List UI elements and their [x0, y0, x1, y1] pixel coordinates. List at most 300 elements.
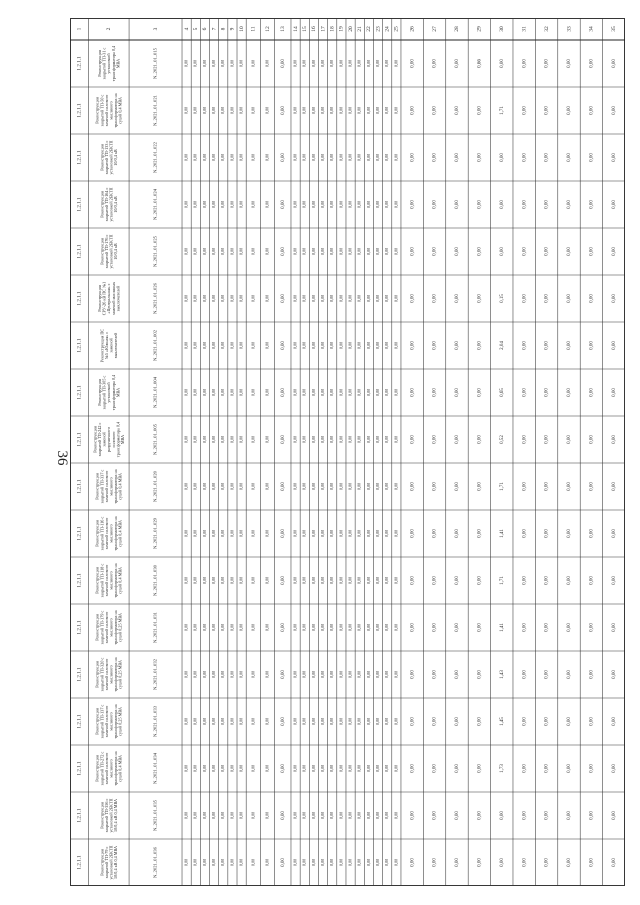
cell-value: 0,00 [192, 576, 198, 585]
cell-value: 0,00 [310, 623, 316, 632]
row-identifier: N_2021_01_031 [152, 612, 158, 643]
cell-value: 0,00 [320, 529, 326, 538]
cell-value: 0,00 [338, 858, 344, 867]
cell-value: 0,00 [522, 858, 528, 867]
cell-value: 0,00 [432, 623, 438, 632]
row-name: Реконструкциязакрытой ТП-176 сустановкой 2БКТП10/0,4 кВ [99, 234, 119, 269]
cell-value: 0,00 [432, 294, 438, 303]
cell-value: 0,00 [238, 247, 244, 256]
cell-value: 0,00 [611, 576, 617, 585]
cell-value: 0,00 [229, 811, 235, 820]
cell-value: 0,00 [393, 482, 399, 491]
cell-value: 0,00 [410, 764, 416, 773]
cell-value: 0,00 [183, 153, 189, 162]
row-identifier: N_2021_01_030 [152, 565, 158, 596]
cell-value: 0,00 [589, 529, 595, 538]
cell-value: 0,00 [365, 247, 371, 256]
cell-value: 0,00 [201, 59, 207, 68]
cell-value: 0,00 [375, 811, 381, 820]
cell-value: 0,00 [338, 576, 344, 585]
cell-value: 0,00 [347, 59, 353, 68]
row-name: РеконструкцияСРУ-26 кВ ПС №1«Центральная» сзаменой масляныхвыключателей [96, 281, 121, 316]
row-code: 1.2.1.1 [76, 526, 83, 541]
cell-value: 0,00 [410, 153, 416, 162]
cell-value: 0,00 [522, 59, 528, 68]
cell-value: 0,00 [220, 388, 226, 397]
cell-value: 0,00 [301, 764, 307, 773]
cell-value: 0,00 [544, 670, 550, 679]
row-name-wrap [99, 845, 119, 879]
column-number: 35 [611, 26, 618, 32]
cell-value: 0,00 [292, 576, 298, 585]
cell-value: 0,00 [201, 717, 207, 726]
cell-value: 0,00 [477, 341, 483, 350]
cell-value: 0,00 [301, 341, 307, 350]
cell-value: 0,00 [183, 106, 189, 115]
cell-value: 0,00 [201, 153, 207, 162]
cell-value: 0,00 [567, 341, 573, 350]
column-number: 13 [280, 26, 287, 32]
cell-value: 0,00 [264, 764, 270, 773]
cell-value: 0,00 [338, 388, 344, 397]
cell-value: 0,00 [201, 435, 207, 444]
cell-value: 0,00 [611, 435, 617, 444]
cell-value: 0,00 [375, 106, 381, 115]
cell-value: 0,00 [220, 858, 226, 867]
cell-value: 0,00 [544, 764, 550, 773]
cell-value: 0,00 [432, 529, 438, 538]
cell-value: 0,00 [183, 811, 189, 820]
cell-value: 0,00 [183, 764, 189, 773]
cell-value: 0,00 [329, 670, 335, 679]
cell-value: 0,00 [384, 764, 390, 773]
cell-value: 2,04 [499, 341, 505, 350]
cell-value: 0,00 [211, 59, 217, 68]
row-name: Реконструкциязакрытой ТП-116 сзаменой силовогомасляноготрансформатора насухой 0,4 МВА [94, 516, 123, 551]
cell-value: 0,00 [365, 717, 371, 726]
cell-value: 0,00 [347, 764, 353, 773]
cell-value: 0,00 [211, 341, 217, 350]
cell-value: 0,00 [338, 717, 344, 726]
cell-value: 1,71 [499, 482, 505, 491]
cell-value: 0,00 [229, 764, 235, 773]
cell-value: 0,00 [183, 482, 189, 491]
row-identifier: N_2021_01_021 [152, 95, 158, 126]
cell-value: 0,00 [310, 717, 316, 726]
cell-value: 0,00 [410, 670, 416, 679]
cell-value: 0,00 [338, 435, 344, 444]
cell-value: 0,00 [329, 153, 335, 162]
cell-value: 0,00 [611, 200, 617, 209]
cell-value: 0,00 [477, 482, 483, 491]
row-code: 1.2.1.1 [76, 244, 83, 259]
cell-value: 0,00 [310, 106, 316, 115]
cell-value: 0,00 [192, 623, 198, 632]
cell-value: 0,00 [238, 59, 244, 68]
cell-value: 0,00 [522, 764, 528, 773]
row-code: 1.2.1.1 [76, 56, 83, 71]
cell-value: 0,00 [365, 388, 371, 397]
cell-value: 0,00 [250, 341, 256, 350]
cell-value: 0,00 [329, 200, 335, 209]
cell-value: 0,00 [192, 294, 198, 303]
cell-value: 0,00 [589, 106, 595, 115]
cell-value: 0,00 [347, 247, 353, 256]
cell-value: 0,00 [611, 153, 617, 162]
rotated-table [70, 18, 625, 886]
cell-value: 0,00 [384, 670, 390, 679]
cell-value: 0,00 [410, 623, 416, 632]
cell-value: 0,00 [264, 341, 270, 350]
cell-value: 0,00 [477, 106, 483, 115]
cell-value: 0,00 [410, 811, 416, 820]
cell-value: 0,00 [455, 670, 461, 679]
row-name-wrap [97, 281, 120, 315]
cell-value: 0,00 [522, 623, 528, 632]
cell-value: 0,00 [567, 59, 573, 68]
cell-value: 0,00 [544, 811, 550, 820]
cell-value: 0,00 [280, 670, 286, 679]
cell-value: 0,00 [544, 576, 550, 585]
cell-value: 0,00 [347, 717, 353, 726]
cell-value: 0,00 [250, 717, 256, 726]
cell-value: 0,00 [229, 623, 235, 632]
cell-value: 0,00 [211, 153, 217, 162]
cell-value: 0,00 [499, 200, 505, 209]
cell-value: 0,00 [544, 59, 550, 68]
cell-value: 0,00 [320, 153, 326, 162]
cell-value: 0,00 [329, 106, 335, 115]
cell-value: 0,00 [238, 341, 244, 350]
cell-value: 0,00 [544, 858, 550, 867]
cell-value: 0,00 [329, 811, 335, 820]
row-code: 1.2.1.1 [76, 855, 83, 870]
cell-value: 0,00 [393, 200, 399, 209]
column-number: 22 [366, 26, 373, 32]
cell-value: 0,00 [220, 435, 226, 444]
cell-value: 1,73 [499, 764, 505, 773]
cell-value: 0,00 [544, 482, 550, 491]
cell-value: 0,00 [320, 576, 326, 585]
cell-value: 0,00 [522, 435, 528, 444]
cell-value: 0,00 [310, 811, 316, 820]
column-number: 9 [229, 27, 236, 31]
cell-value: 0,00 [201, 388, 207, 397]
cell-value: 0,00 [211, 435, 217, 444]
cell-value: 0,00 [264, 576, 270, 585]
cell-value: 0,00 [292, 811, 298, 820]
cell-value: 0,00 [365, 576, 371, 585]
cell-value: 0,00 [410, 59, 416, 68]
cell-value: 0,00 [432, 200, 438, 209]
cell-value: 0,00 [393, 435, 399, 444]
cell-value: 0,00 [432, 341, 438, 350]
cell-value: 0,00 [310, 294, 316, 303]
row-identifier: N_2021_01_024 [152, 189, 158, 220]
cell-value: 0,00 [544, 106, 550, 115]
cell-value: 0,00 [250, 200, 256, 209]
cell-value: 0,00 [338, 59, 344, 68]
cell-value: 0,00 [432, 106, 438, 115]
cell-value: 0,00 [229, 670, 235, 679]
cell-value: 0,00 [310, 153, 316, 162]
cell-value: 0,00 [211, 106, 217, 115]
row-identifier: N_2021_01_002 [152, 330, 158, 361]
cell-value: 0,00 [320, 858, 326, 867]
cell-value: 0,00 [310, 670, 316, 679]
cell-value: 0,00 [410, 435, 416, 444]
page-number: 36 [54, 450, 70, 466]
cell-value: 0,00 [347, 811, 353, 820]
cell-value: 0,00 [393, 717, 399, 726]
cell-value: 0,00 [544, 247, 550, 256]
cell-value: 0,00 [589, 670, 595, 679]
cell-value: 0,00 [264, 482, 270, 491]
cell-value: 0,00 [356, 59, 362, 68]
cell-value: 0,00 [432, 59, 438, 68]
cell-value: 0,00 [220, 670, 226, 679]
column-number: 32 [543, 26, 550, 32]
row-name-wrap [97, 45, 120, 81]
cell-value: 0,00 [192, 200, 198, 209]
cell-value: 0,00 [329, 764, 335, 773]
cell-value: 0,00 [301, 576, 307, 585]
cell-value: 0,00 [211, 764, 217, 773]
cell-value: 0,00 [522, 106, 528, 115]
cell-value: 0,00 [477, 811, 483, 820]
cell-value: 0,00 [611, 482, 617, 491]
cell-value: 0,00 [611, 388, 617, 397]
row-name: Реконструкциязакрытой ТП-179 сзаменой силовогомасляноготрансформатора насухой 0,25 МВА [94, 610, 123, 645]
cell-value: 0,00 [589, 623, 595, 632]
cell-value: 0,00 [432, 576, 438, 585]
cell-value: 0,00 [477, 435, 483, 444]
column-number: 7 [211, 27, 218, 31]
row-name-wrap [95, 610, 124, 644]
cell-value: 0,00 [310, 341, 316, 350]
cell-value: 0,00 [347, 294, 353, 303]
cell-value: 0,00 [611, 670, 617, 679]
cell-value: 0,00 [183, 670, 189, 679]
cell-value: 0,00 [211, 717, 217, 726]
cell-value: 0,00 [589, 858, 595, 867]
cell-value: 0,00 [292, 106, 298, 115]
cell-value: 0,00 [292, 717, 298, 726]
row-code: 1.2.1.1 [76, 714, 83, 729]
cell-value: 0,00 [567, 435, 573, 444]
cell-value: 0,00 [477, 670, 483, 679]
cell-value: 0,52 [499, 435, 505, 444]
cell-value: 0,00 [264, 106, 270, 115]
cell-value: 0,00 [393, 59, 399, 68]
cell-value: 0,00 [365, 435, 371, 444]
cell-value: 0,00 [310, 200, 316, 209]
cell-value: 0,00 [292, 294, 298, 303]
cell-value: 0,00 [301, 529, 307, 538]
row-identifier: N_2021_01_025 [152, 236, 158, 267]
cell-value: 0,00 [338, 811, 344, 820]
cell-value: 0,00 [192, 247, 198, 256]
cell-value: 0,00 [238, 388, 244, 397]
cell-value: 0,00 [280, 106, 286, 115]
cell-value: 0,00 [201, 529, 207, 538]
cell-value: 0,00 [238, 435, 244, 444]
cell-value: 0,00 [250, 858, 256, 867]
cell-value: 0,00 [192, 153, 198, 162]
cell-value: 0,00 [375, 341, 381, 350]
cell-value: 0,00 [192, 388, 198, 397]
cell-value: 0,00 [375, 247, 381, 256]
cell-value: 0,00 [432, 388, 438, 397]
cell-value: 0,00 [320, 623, 326, 632]
cell-value: 0,00 [338, 764, 344, 773]
cell-value: 0,00 [567, 811, 573, 820]
cell-value: 1,43 [499, 670, 505, 679]
column-number: 25 [393, 26, 400, 32]
cell-value: 0,00 [183, 388, 189, 397]
cell-value: 0,00 [477, 764, 483, 773]
cell-value: 0,00 [499, 858, 505, 867]
cell-value: 0,00 [522, 670, 528, 679]
cell-value: 0,00 [250, 482, 256, 491]
cell-value: 0,00 [365, 59, 371, 68]
cell-value: 0,00 [211, 623, 217, 632]
cell-value: 0,00 [455, 200, 461, 209]
cell-value: 0,00 [238, 623, 244, 632]
cell-value: 0,00 [301, 59, 307, 68]
cell-value: 0,00 [280, 435, 286, 444]
cell-value: 0,00 [220, 482, 226, 491]
cell-value: 0,00 [338, 153, 344, 162]
row-name: Реконструкциязакрытой ТП-242 сзаменойразрушенногосиловоготрансформатора 0,4МВА [92, 421, 125, 458]
cell-value: 0,00 [356, 529, 362, 538]
cell-value: 0,00 [201, 200, 207, 209]
column-number: 15 [301, 26, 308, 32]
cell-value: 0,00 [310, 435, 316, 444]
column-number: 1 [76, 27, 83, 31]
row-name: Реконструкциязакрытой ТП-133 сустановкой 2БКТП10/0,4 кВ [99, 140, 119, 175]
cell-value: 0,00 [250, 294, 256, 303]
cell-value: 0,00 [250, 435, 256, 444]
cell-value: 0,00 [410, 200, 416, 209]
cell-value: 0,00 [292, 247, 298, 256]
cell-value: 0,00 [384, 59, 390, 68]
cell-value: 0,00 [611, 764, 617, 773]
cell-value: 0,00 [301, 247, 307, 256]
cell-value: 0,00 [432, 764, 438, 773]
cell-value: 0,00 [611, 623, 617, 632]
cell-value: 0,00 [338, 106, 344, 115]
cell-value: 0,00 [589, 764, 595, 773]
column-number: 19 [338, 26, 345, 32]
cell-value: 0,00 [201, 623, 207, 632]
cell-value: 0,00 [393, 106, 399, 115]
cell-value: 0,00 [393, 247, 399, 256]
cell-value: 0,00 [329, 529, 335, 538]
cell-value: 0,00 [250, 247, 256, 256]
cell-value: 0,00 [310, 529, 316, 538]
cell-value: 0,00 [211, 576, 217, 585]
cell-value: 0,00 [250, 576, 256, 585]
cell-value: 0,00 [264, 858, 270, 867]
cell-value: 0,00 [183, 576, 189, 585]
cell-value: 0,00 [567, 106, 573, 115]
cell-value: 0,00 [238, 717, 244, 726]
cell-value: 0,00 [183, 435, 189, 444]
cell-value: 0,00 [544, 435, 550, 444]
cell-value: 0,00 [320, 764, 326, 773]
cell-value: 0,00 [347, 200, 353, 209]
cell-value: 0,66 [477, 59, 483, 68]
row-identifier: N_2021_01_032 [152, 659, 158, 690]
cell-value: 0,00 [264, 529, 270, 538]
cell-value: 0,00 [589, 811, 595, 820]
cell-value: 0,00 [238, 106, 244, 115]
cell-value: 0,00 [238, 670, 244, 679]
cell-value: 0,00 [183, 858, 189, 867]
row-code: 1.2.1.1 [76, 103, 83, 118]
cell-value: 0,00 [589, 153, 595, 162]
cell-value: 0,00 [522, 576, 528, 585]
cell-value: 0,00 [567, 247, 573, 256]
row-name-wrap [95, 704, 124, 738]
cell-value: 0,00 [356, 482, 362, 491]
cell-value: 0,00 [611, 294, 617, 303]
cell-value: 0,00 [292, 388, 298, 397]
row-name-wrap [99, 798, 119, 832]
cell-value: 0,00 [229, 717, 235, 726]
cell-value: 0,00 [201, 106, 207, 115]
cell-value: 0,00 [544, 717, 550, 726]
cell-value: 0,00 [280, 247, 286, 256]
cell-value: 0,00 [292, 200, 298, 209]
cell-value: 0,00 [410, 247, 416, 256]
cell-value: 0,00 [310, 576, 316, 585]
cell-value: 0,00 [229, 200, 235, 209]
column-number: 6 [202, 27, 209, 31]
row-identifier: N_2021_01_034 [152, 753, 158, 784]
cell-value: 0,00 [522, 341, 528, 350]
row-identifier: N_2021_01_022 [152, 142, 158, 173]
cell-value: 0,00 [329, 247, 335, 256]
row-code: 1.2.1.1 [76, 338, 83, 353]
cell-value: 0,00 [250, 670, 256, 679]
cell-value: 0,00 [393, 811, 399, 820]
cell-value: 0,00 [338, 341, 344, 350]
cell-value: 0,00 [292, 623, 298, 632]
cell-value: 0,00 [384, 200, 390, 209]
cell-value: 0,00 [393, 623, 399, 632]
cell-value: 0,00 [192, 858, 198, 867]
cell-value: 0,00 [522, 294, 528, 303]
cell-value: 0,00 [320, 294, 326, 303]
cell-value: 0,00 [310, 858, 316, 867]
cell-value: 0,00 [192, 435, 198, 444]
cell-value: 0,00 [229, 435, 235, 444]
column-number: 4 [183, 27, 190, 31]
cell-value: 0,00 [522, 482, 528, 491]
cell-value: 0,00 [264, 294, 270, 303]
cell-value: 0,00 [338, 670, 344, 679]
cell-value: 0,00 [393, 294, 399, 303]
cell-value: 0,00 [320, 59, 326, 68]
cell-value: 0,00 [589, 294, 595, 303]
cell-value: 0,00 [301, 106, 307, 115]
cell-value: 0,00 [183, 200, 189, 209]
row-identifier: N_2021_01_015 [152, 48, 158, 79]
cell-value: 0,00 [329, 59, 335, 68]
row-name-wrap [95, 93, 124, 127]
